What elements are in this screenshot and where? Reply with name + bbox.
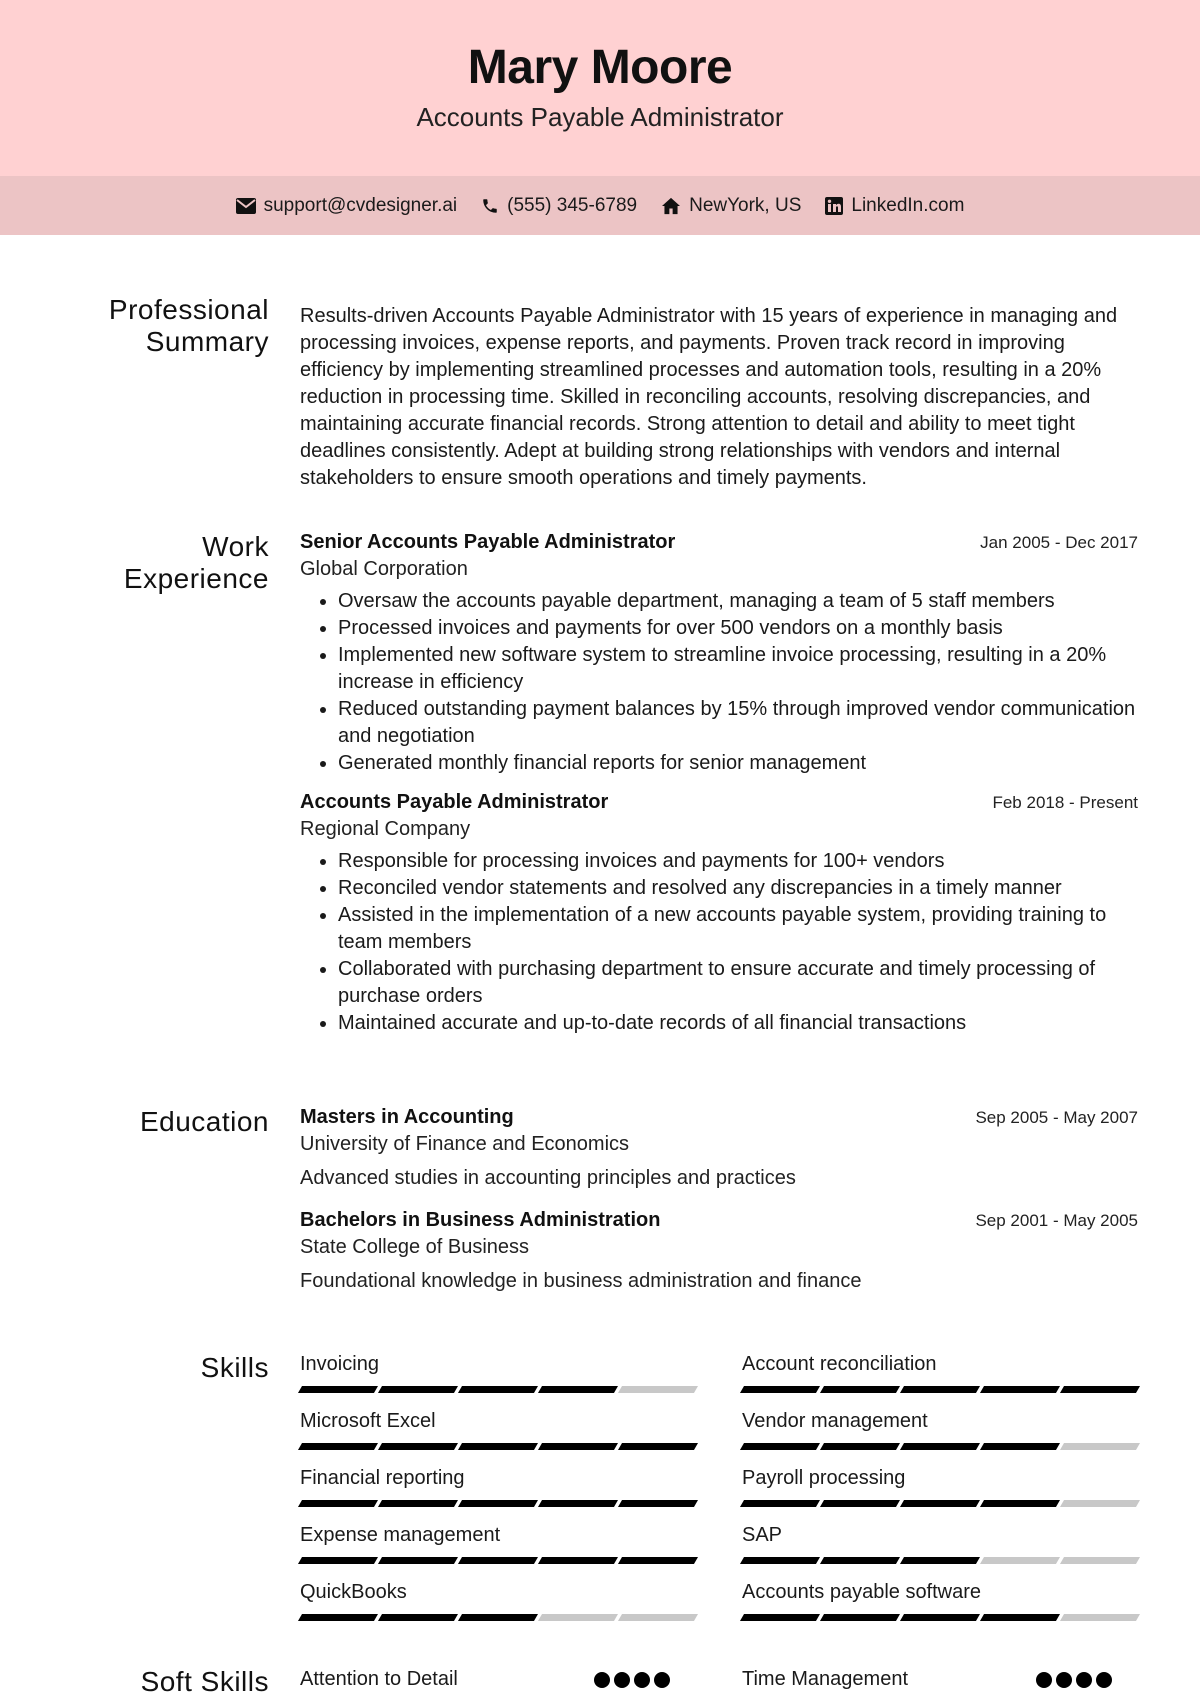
rating-dot [1096, 1672, 1112, 1688]
skill-level-segment [900, 1443, 980, 1450]
education-degree: Masters in Accounting [300, 1106, 514, 1128]
education-description: Foundational knowledge in business administration and finance [300, 1270, 862, 1292]
skill-level-segment [458, 1500, 538, 1507]
job-company: Regional Company [300, 818, 471, 840]
skill-level-segment [378, 1614, 458, 1621]
rating-dot [594, 1672, 610, 1688]
skill-level-bar [300, 1443, 696, 1450]
skill-level-segment [538, 1386, 618, 1393]
skill-level-segment [980, 1443, 1060, 1450]
skill-item [742, 1351, 1138, 1393]
skill-level-segment [740, 1557, 820, 1564]
job-bullet: • Collaborated with purchasing department to ensure accurate and timely processing of purchase orders [338, 956, 1138, 1010]
skill-level-segment [618, 1614, 698, 1621]
experience-heading-line2: Experience [123, 563, 269, 594]
phone-icon [481, 197, 499, 215]
job-bullet: • Oversaw the accounts payable department, managing a team of 5 staff members [338, 588, 1138, 615]
skill-name: Vendor management [742, 1410, 928, 1432]
skill-item [742, 1522, 1138, 1564]
contact-phone[interactable] [481, 195, 637, 217]
skill-level-segment [1060, 1614, 1140, 1621]
skill-level-bar [742, 1386, 1138, 1393]
summary-heading-line2: Summary [145, 326, 269, 357]
job-bullet: • Reduced outstanding payment balances by 15% through improved vendor communication and negotiation [338, 696, 1138, 750]
job-title: Accounts Payable Administrator [300, 791, 609, 813]
resume-header [0, 0, 1200, 176]
skill-level-segment [1060, 1443, 1140, 1450]
skill-level-segment [900, 1500, 980, 1507]
education-dates: Sep 2001 - May 2005 [975, 1211, 1138, 1230]
rating-dot [614, 1672, 630, 1688]
skill-level-segment [980, 1557, 1060, 1564]
skill-level-segment [1060, 1500, 1140, 1507]
skill-item [742, 1465, 1138, 1507]
job-bullet: • Maintained accurate and up-to-date records of all financial transactions [338, 1010, 1138, 1037]
education-heading: Education [139, 1106, 269, 1137]
contact-linkedin[interactable] [825, 195, 964, 217]
job-bullet: • Reconciled vendor statements and resolved any discrepancies in a timely manner [338, 875, 1138, 902]
contact-location-text: NewYork, US [689, 194, 802, 216]
skill-level-segment [900, 1614, 980, 1621]
skill-level-segment [820, 1557, 900, 1564]
rating-dot [654, 1672, 670, 1688]
skill-level-segment [538, 1557, 618, 1564]
skill-level-bar [742, 1557, 1138, 1564]
skill-level-bar [300, 1500, 696, 1507]
skill-level-bar [742, 1443, 1138, 1450]
skill-level-segment [618, 1443, 698, 1450]
skill-level-segment [618, 1557, 698, 1564]
skill-level-segment [298, 1443, 378, 1450]
skill-level-bar [300, 1386, 696, 1393]
skill-level-segment [820, 1443, 900, 1450]
job-company: Global Corporation [300, 558, 468, 580]
skill-item [300, 1465, 696, 1507]
soft-skill-name: Attention to Detail [300, 1668, 458, 1690]
skill-name: Financial reporting [300, 1467, 465, 1489]
skill-name: Expense management [300, 1524, 501, 1546]
skill-level-segment [900, 1386, 980, 1393]
skill-level-segment [618, 1500, 698, 1507]
skill-level-segment [378, 1557, 458, 1564]
contact-bar [0, 176, 1200, 235]
rating-dot [1056, 1672, 1072, 1688]
skill-level-segment [1060, 1557, 1140, 1564]
education-entry [300, 1104, 1138, 1192]
skill-level-segment [298, 1386, 378, 1393]
job-bullet: • Processed invoices and payments for over 500 vendors on a monthly basis [338, 615, 1138, 642]
skill-level-segment [458, 1557, 538, 1564]
summary-heading [109, 294, 269, 358]
job-title: Senior Accounts Payable Administrator [300, 531, 676, 553]
skill-level-segment [740, 1386, 820, 1393]
skill-level-segment [740, 1443, 820, 1450]
rating-dot [1036, 1672, 1052, 1688]
skill-level-segment [740, 1500, 820, 1507]
skill-level-segment [298, 1557, 378, 1564]
soft-skill-item [742, 1666, 1138, 1693]
education-entry [300, 1207, 1138, 1295]
skill-item [300, 1408, 696, 1450]
skill-level-segment [378, 1500, 458, 1507]
education-degree: Bachelors in Business Administration [300, 1209, 661, 1231]
job-entry [300, 529, 1138, 777]
linkedin-icon [825, 197, 843, 215]
job-bullet: • Assisted in the implementation of a new accounts payable system, providing training to team members [338, 902, 1138, 956]
skill-level-segment [820, 1500, 900, 1507]
skill-level-segment [458, 1443, 538, 1450]
experience-heading [124, 531, 269, 595]
skill-level-bar [300, 1557, 696, 1564]
skill-name: Payroll processing [742, 1467, 906, 1489]
job-bullet: • Implemented new software system to streamline invoice processing, resulting in a 20% increase in efficiency [338, 642, 1138, 696]
skill-level-segment [538, 1614, 618, 1621]
contact-linkedin-text: LinkedIn.com [851, 194, 965, 216]
job-bullet: • Generated monthly financial reports for senior management [338, 750, 1138, 777]
summary-heading-line1: Professional [108, 294, 269, 325]
summary-text: Results-driven Accounts Payable Administrator with 15 years of experience in managing and processing invoices, expense reports, and payments. Proven track record in improving efficiency by implementing streamlined processes and automation tools, resulting in a 20% reduction in processing time. Skilled in reconciling accounts, resolving discrepancies, and maintaining accurate financial records. Strong attention to detail and ability to meet tight deadlines consistently. Adept at building strong relationships with vendors and internal stakeholders to ensure smooth operations and timely payments. [300, 305, 1118, 489]
skill-level-segment [1060, 1386, 1140, 1393]
skills-heading: Skills [200, 1352, 269, 1383]
skill-level-segment [298, 1614, 378, 1621]
skill-level-segment [378, 1443, 458, 1450]
experience-heading-line1: Work [202, 531, 269, 562]
skill-name: Accounts payable software [742, 1581, 982, 1603]
job-bullet: • Responsible for processing invoices and payments for 100+ vendors [338, 848, 1138, 875]
skill-level-segment [538, 1500, 618, 1507]
skill-item [300, 1579, 696, 1621]
skill-level-bar [742, 1614, 1138, 1621]
job-entry [300, 789, 1138, 1037]
skill-item [742, 1579, 1138, 1621]
contact-email-text: support@cvdesigner.ai [263, 194, 458, 216]
skill-name: QuickBooks [300, 1581, 407, 1603]
job-dates: Feb 2018 - Present [992, 793, 1138, 812]
skill-level-segment [980, 1500, 1060, 1507]
job-bullets [300, 848, 1138, 1037]
education-dates: Sep 2005 - May 2007 [975, 1108, 1138, 1127]
skill-level-segment [538, 1443, 618, 1450]
skill-name: SAP [742, 1524, 783, 1546]
skill-item [300, 1351, 696, 1393]
skill-level-segment [820, 1386, 900, 1393]
rating-dot [634, 1672, 650, 1688]
job-dates: Jan 2005 - Dec 2017 [980, 533, 1138, 552]
envelope-icon [236, 198, 256, 214]
skill-item [300, 1522, 696, 1564]
soft-skill-item [300, 1666, 696, 1693]
skill-level-segment [378, 1386, 458, 1393]
soft-skill-rating [594, 1672, 670, 1688]
home-icon [661, 197, 681, 215]
soft-skill-name: Time Management [742, 1668, 908, 1690]
contact-location [661, 195, 801, 217]
skill-level-segment [618, 1386, 698, 1393]
skill-level-bar [742, 1500, 1138, 1507]
skill-level-segment [900, 1557, 980, 1564]
contact-phone-text: (555) 345-6789 [507, 194, 638, 216]
education-school: State College of Business [300, 1236, 530, 1258]
skill-name: Account reconciliation [742, 1353, 937, 1375]
skill-name: Invoicing [300, 1353, 379, 1375]
job-bullets [300, 588, 1138, 777]
skill-level-segment [820, 1614, 900, 1621]
candidate-job-title: Accounts Payable Administrator [416, 102, 784, 132]
skill-level-segment [980, 1614, 1060, 1621]
skill-level-segment [458, 1614, 538, 1621]
contact-email[interactable] [236, 195, 458, 217]
soft-skills-heading: Soft Skills [140, 1666, 269, 1697]
rating-dot [1076, 1672, 1092, 1688]
education-description: Advanced studies in accounting principles and practices [300, 1167, 796, 1189]
candidate-name: Mary Moore [467, 41, 733, 94]
skill-level-segment [740, 1614, 820, 1621]
skill-name: Microsoft Excel [300, 1410, 436, 1432]
skill-item [742, 1408, 1138, 1450]
soft-skill-rating [1036, 1672, 1112, 1688]
education-school: University of Finance and Economics [300, 1133, 630, 1155]
skill-level-bar [300, 1614, 696, 1621]
skill-level-segment [298, 1500, 378, 1507]
skill-level-segment [458, 1386, 538, 1393]
skill-level-segment [980, 1386, 1060, 1393]
